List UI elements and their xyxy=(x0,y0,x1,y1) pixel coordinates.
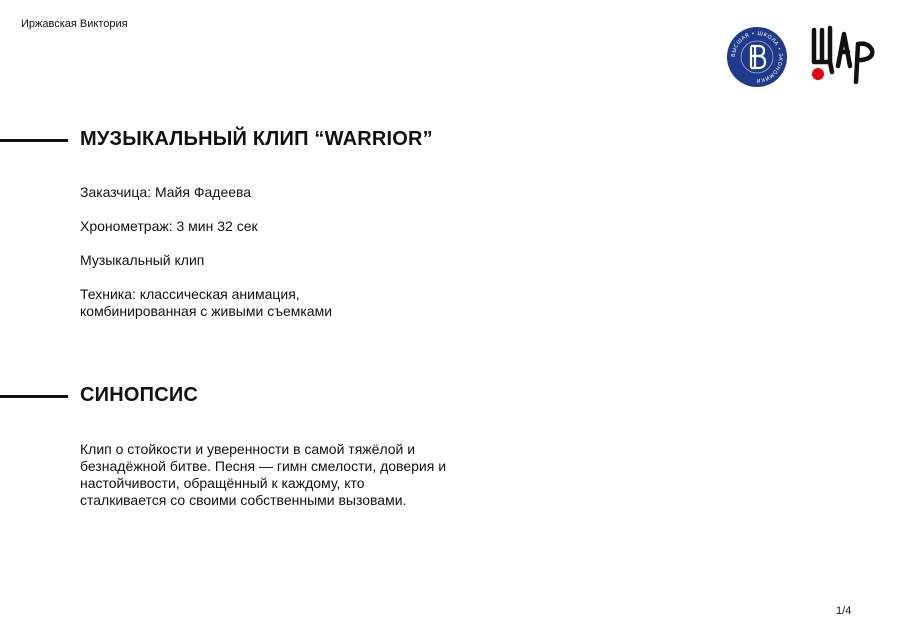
section-rule-synopsis xyxy=(0,395,68,398)
section-rule-project xyxy=(0,139,68,142)
author-name: Иржавская Виктория xyxy=(21,18,128,30)
svg-text:ВЫСШАЯ • ШКОЛА • ЭКОНОМИКИ: ВЫСШАЯ • ШКОЛА • ЭКОНОМИКИ xyxy=(730,30,784,84)
detail-duration: Хронометраж: 3 мин 32 сек xyxy=(80,218,258,234)
detail-genre: Музыкальный клип xyxy=(80,252,205,268)
project-title: МУЗЫКАЛЬНЫЙ КЛИП “WARRIOR” xyxy=(80,128,433,150)
synopsis-text: Клип о стойкости и уверенности в самой тяжёлой и безнадёжной битве. Песня — гимн смелости, доверия и настойчивости, обращённый к каждому, кто сталкивается со своими собственными вызовами. xyxy=(80,441,447,508)
project-details xyxy=(80,184,500,337)
shar-logo-icon xyxy=(808,22,880,90)
page-number: 1/4 xyxy=(836,605,852,617)
hse-logo-icon xyxy=(726,26,788,88)
synopsis-title: СИНОПСИС xyxy=(80,384,199,406)
detail-client: Заказчица: Майя Фадеева xyxy=(80,184,252,200)
detail-technique: Техника: классическая анимация, комбинированная с живыми съемками xyxy=(80,286,333,319)
